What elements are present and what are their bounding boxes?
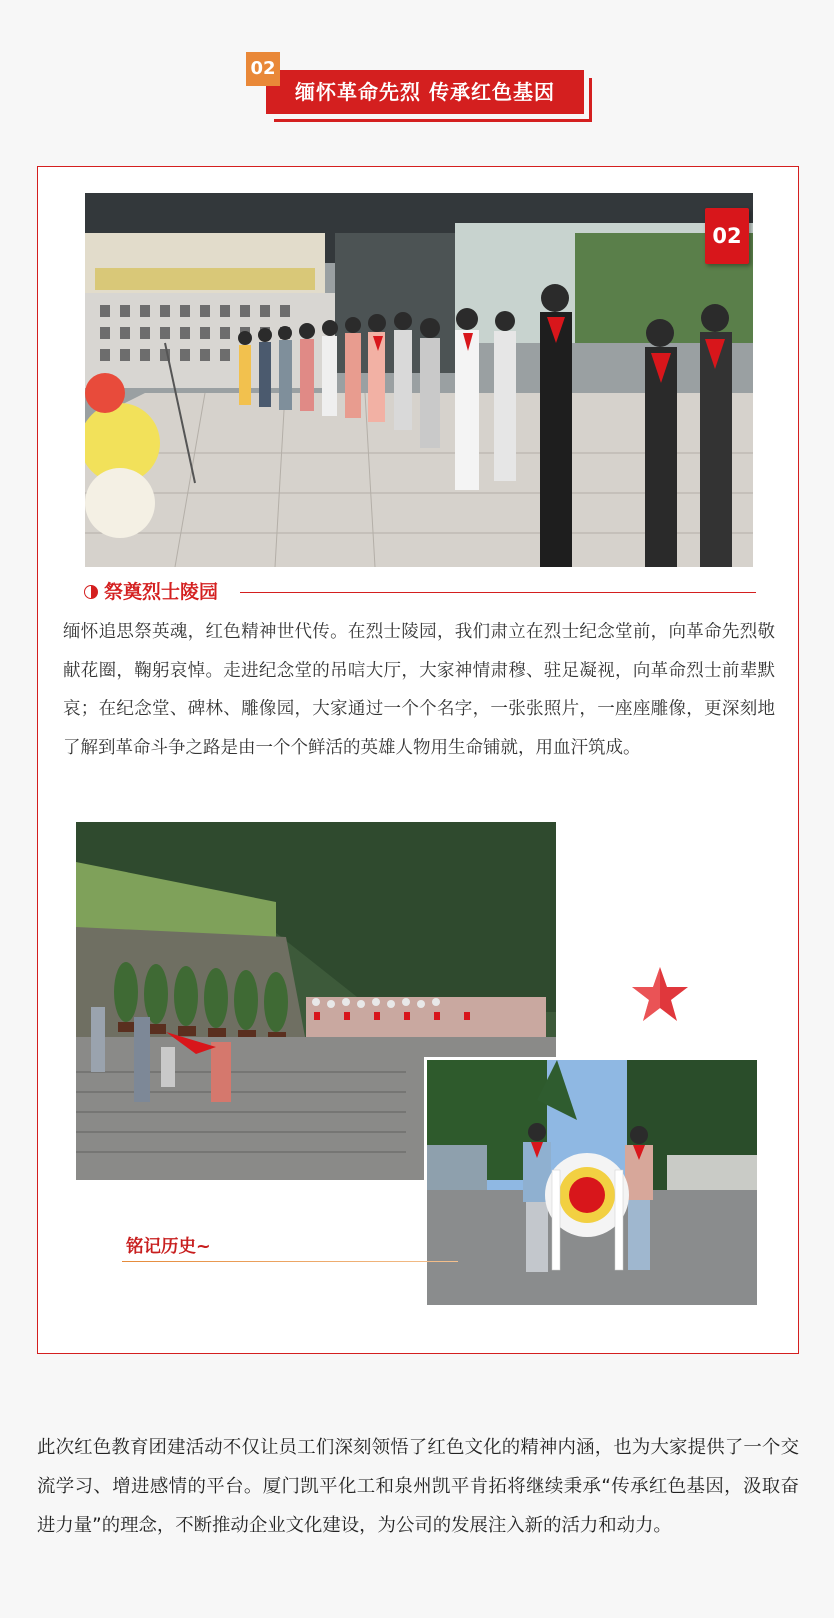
content-card <box>37 166 799 1354</box>
caption-divider <box>240 592 756 593</box>
photo-caption: 祭奠烈士陵园 <box>104 581 219 603</box>
section-heading <box>246 52 588 122</box>
wreath-photo <box>424 1057 760 1308</box>
remember-history-underline <box>122 1261 458 1262</box>
section-title: 缅怀革命先烈 传承红色基因 <box>266 70 584 114</box>
body-paragraph: 缅怀追思祭英魂，红色精神世代传。在烈士陵园，我们肃立在烈士纪念堂前，向革命先烈敬献花圈，鞠躬哀悼。走进纪念堂的吊唁大厅，大家神情肃穆、驻足凝视，向革命烈士前辈默哀；在纪念堂、碑林、雕像园，大家通过一个个名字，一张张照片，一座座雕像，更深刻地了解到革命斗争之路是由一个个鲜活的英雄人物用生命铺就，用血汗筑成。 <box>63 622 775 758</box>
remember-history-caption: 铭记历史~ <box>126 1237 211 1257</box>
photo-badge: 02 <box>705 208 749 264</box>
caption-row <box>84 579 756 605</box>
closing-paragraph: 此次红色教育团建活动不仅让员工们深刻领悟了红色文化的精神内涵，也为大家提供了一个交流学习、增进感情的平台。厦门凯平化工和泉州凯平肯拓将继续秉承“传承红色基因，汲取奋进力量”的理念，不断推动企业文化建设，为公司的发展注入新的活力和动力。 <box>37 1437 799 1536</box>
red-star-icon <box>630 965 690 1025</box>
half-circle-icon <box>84 585 98 599</box>
section-number: 02 <box>246 52 280 86</box>
memorial-hall-photo <box>85 193 753 567</box>
